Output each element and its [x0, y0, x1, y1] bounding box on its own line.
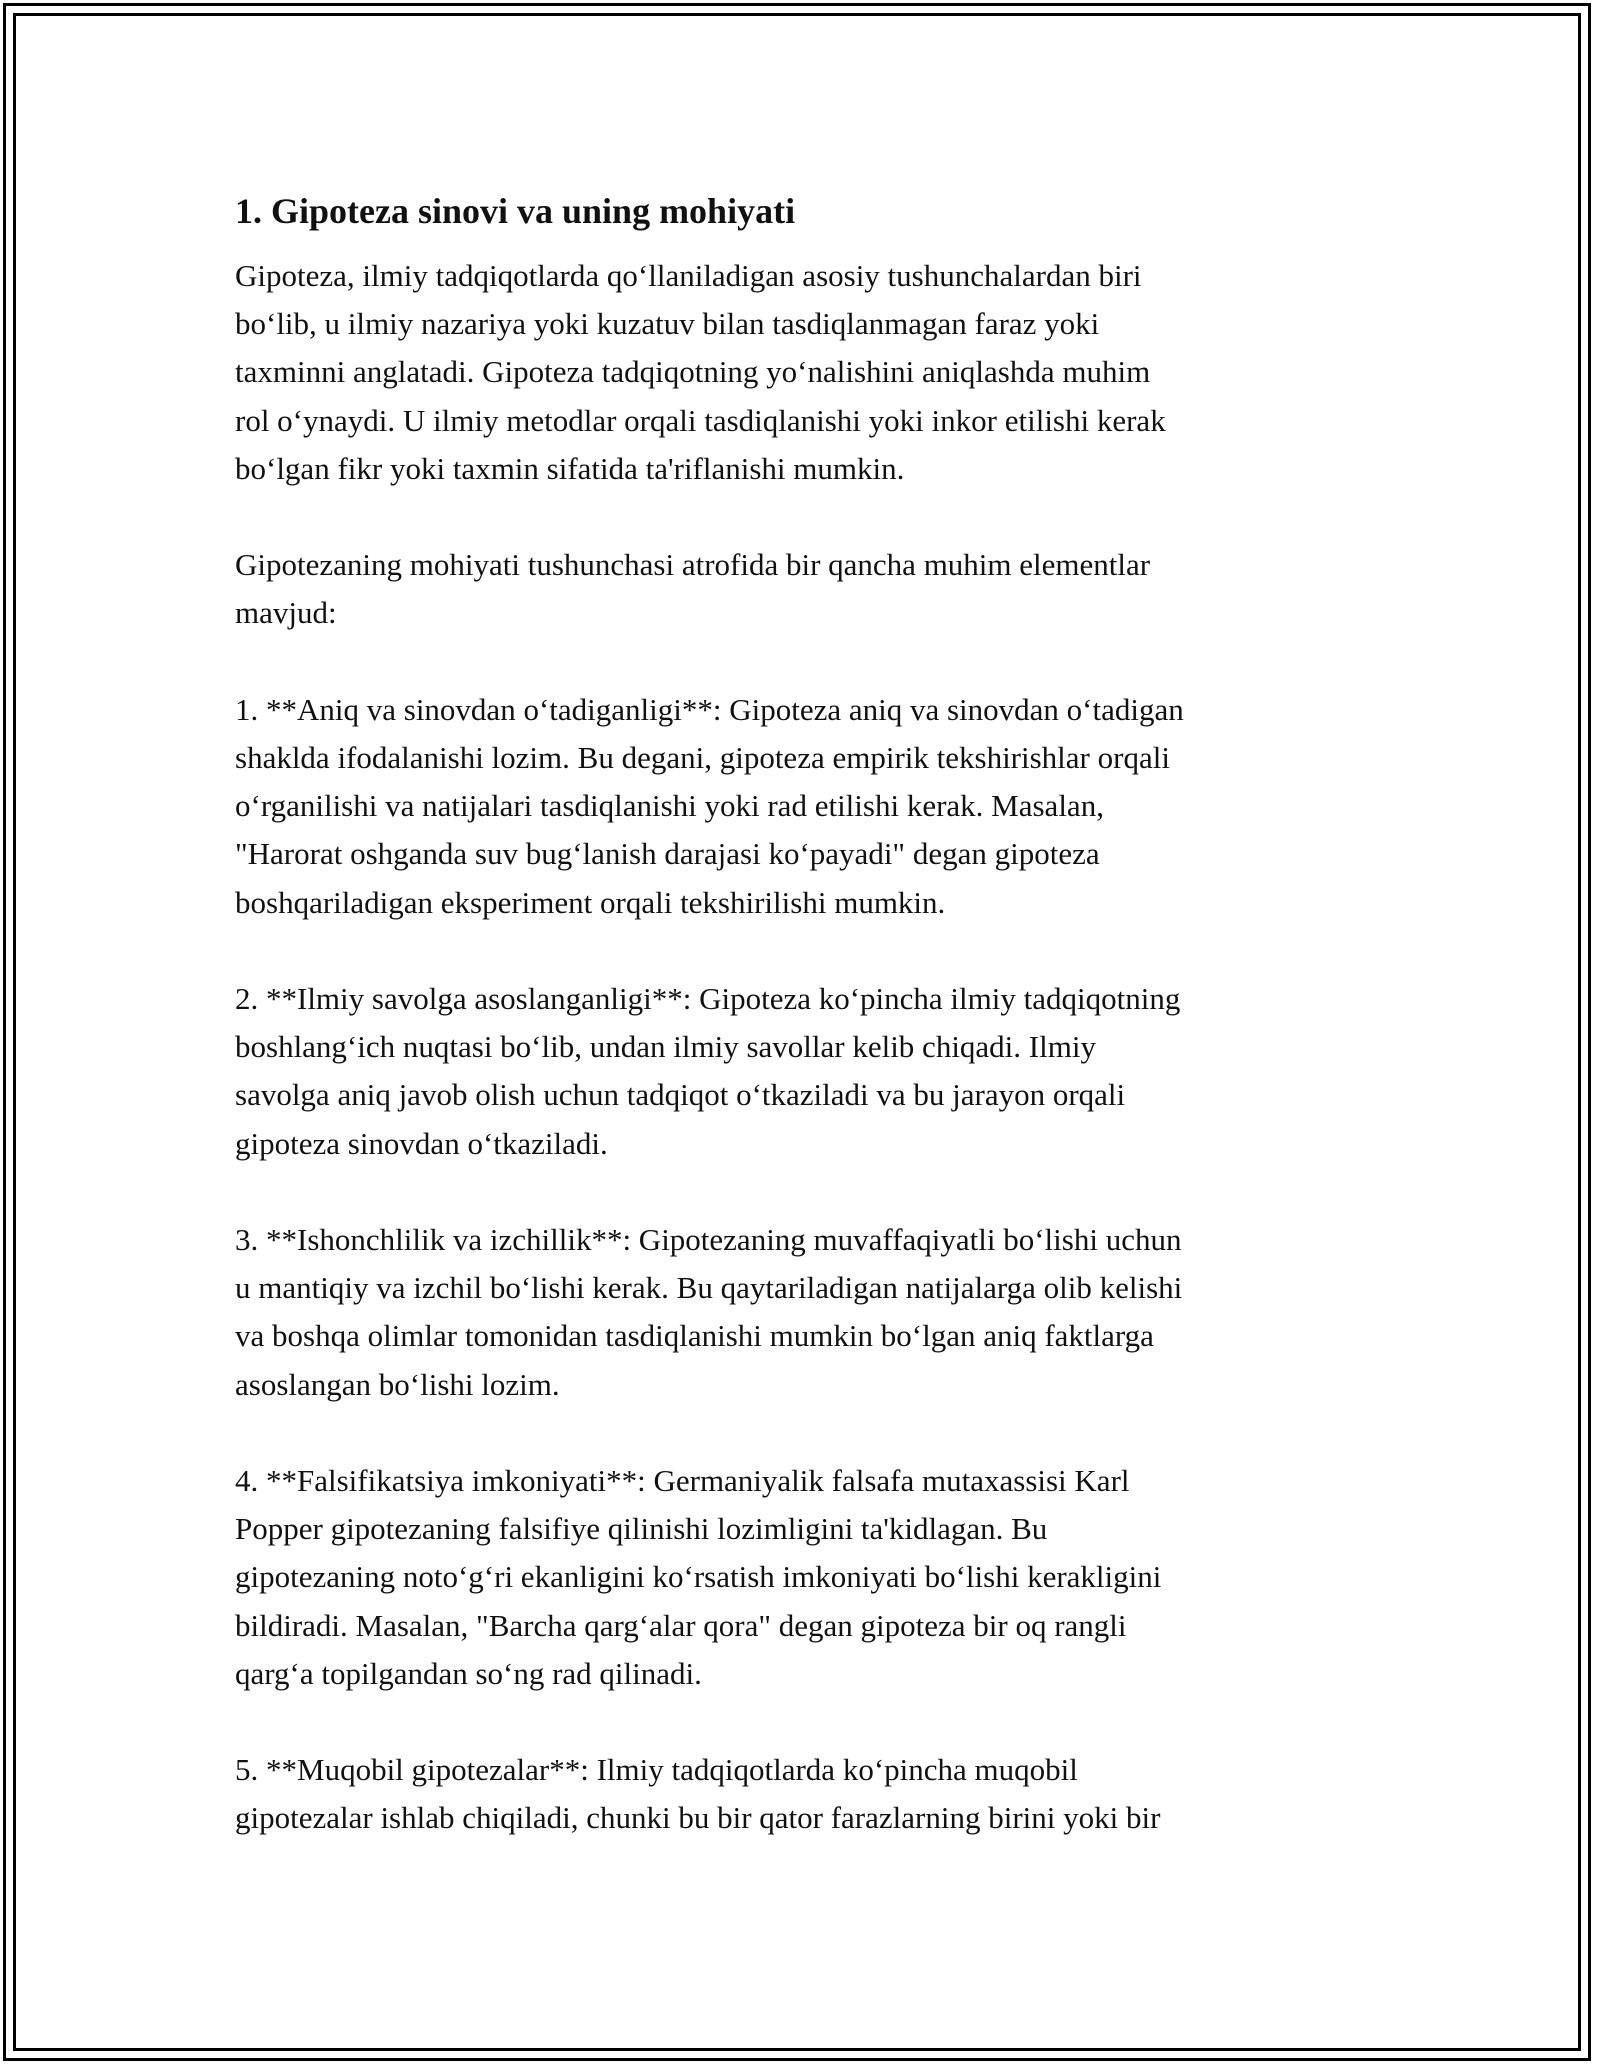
text-line: mavjud:	[235, 595, 337, 631]
text-line: u mantiqiy va izchil bo‘lishi kerak. Bu qaytariladigan natijalarga olib kelishi	[235, 1270, 1183, 1306]
text-line: va boshqa olimlar tomonidan tasdiqlanishi mumkin bo‘lgan aniq faktlarga	[235, 1318, 1154, 1354]
text-line: boshqariladigan eksperiment orqali tekshirilishi mumkin.	[235, 884, 946, 920]
text-line: asoslangan bo‘lishi lozim.	[235, 1366, 560, 1402]
text-line: boshlang‘ich nuqtasi bo‘lib, undan ilmiy savollar kelib chiqadi. Ilmiy	[235, 1029, 1096, 1065]
text-line: Gipoteza, ilmiy tadqiqotlarda qo‘llaniladigan asosiy tushunchalardan biri	[235, 258, 1142, 293]
text-line: 1. **Aniq va sinovdan o‘tadiganligi**: Gipoteza aniq va sinovdan o‘tadigan	[235, 691, 1184, 727]
text-line: 3. **Ishonchlilik va izchillik**: Gipotezaning muvaffaqiyatli bo‘lishi uchun	[235, 1222, 1182, 1257]
text-line: Popper gipotezaning falsifiye qilinishi lozimligini ta'kidlagan. Bu	[235, 1511, 1048, 1547]
text-line: gipotezalar ishlab chiqiladi, chunki bu bir qator farazlarning birini yoki bir	[235, 1800, 1161, 1836]
text-line: "Harorat oshganda suv bug‘lanish darajasi ko‘payadi" degan gipoteza	[235, 836, 1100, 872]
text-line: gipoteza sinovdan o‘tkaziladi.	[235, 1125, 608, 1161]
list-item-5	[235, 1746, 1365, 1842]
text-line: shaklda ifodalanishi lozim. Bu degani, gipoteza empirik tekshirishlar orqali	[235, 740, 1170, 775]
list-item-2	[235, 975, 1365, 1168]
text-line: 4. **Falsifikatsiya imkoniyati**: Germaniyalik falsafa mutaxassisi Karl	[235, 1463, 1130, 1498]
paragraph-elements-lead	[235, 541, 1365, 637]
list-item-3	[235, 1216, 1365, 1409]
text-line: savolga aniq javob olish uchun tadqiqot o‘tkaziladi va bu jarayon orqali	[235, 1077, 1126, 1113]
text-line: 2. **Ilmiy savolga asoslanganligi**: Gipoteza ko‘pincha ilmiy tadqiqotning	[235, 981, 1181, 1016]
text-line: taxminni anglatadi. Gipoteza tadqiqotning yo‘nalishini aniqlashda muhim	[235, 354, 1151, 390]
section-title: 1. Gipoteza sinovi va uning mohiyati	[235, 191, 796, 231]
list-item-1	[235, 686, 1365, 927]
paragraph-intro	[235, 252, 1365, 493]
document-body	[235, 188, 1365, 1891]
text-line: bo‘lib, u ilmiy nazariya yoki kuzatuv bilan tasdiqlanmagan faraz yoki	[235, 306, 1100, 342]
list-item-4	[235, 1457, 1365, 1698]
text-line: o‘rganilishi va natijalari tasdiqlanishi yoki rad etilishi kerak. Masalan,	[235, 788, 1104, 824]
text-line: bildiradi. Masalan, "Barcha qarg‘alar qora" degan gipoteza bir oq rangli	[235, 1607, 1127, 1643]
text-line: bo‘lgan fikr yoki taxmin sifatida ta'riflanishi mumkin.	[235, 450, 905, 486]
text-line: rol o‘ynaydi. U ilmiy metodlar orqali tasdiqlanishi yoki inkor etilishi kerak	[235, 402, 1166, 438]
text-line: 5. **Muqobil gipotezalar**: Ilmiy tadqiqotlarda ko‘pincha muqobil	[235, 1752, 1078, 1788]
text-line: qarg‘a topilgandan so‘ng rad qilinadi.	[235, 1655, 702, 1691]
text-line: Gipotezaning mohiyati tushunchasi atrofida bir qancha muhim elementlar	[235, 547, 1151, 583]
text-line: gipotezaning noto‘g‘ri ekanligini ko‘rsatish imkoniyati bo‘lishi kerakligini	[235, 1559, 1162, 1595]
